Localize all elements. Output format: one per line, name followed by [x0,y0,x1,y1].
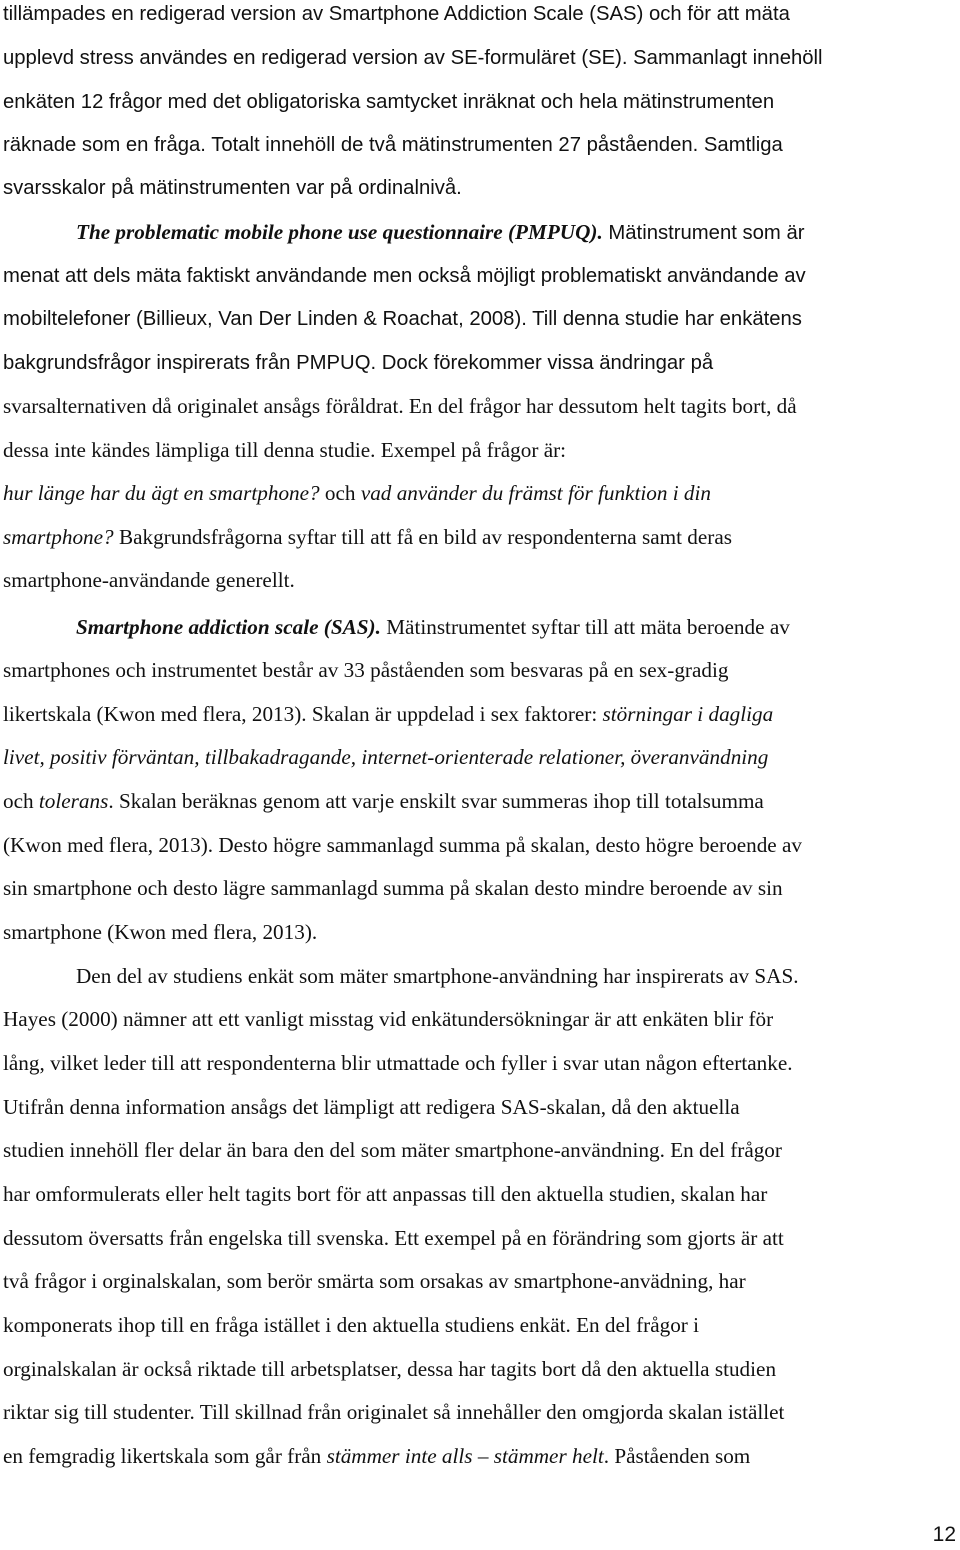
italic-text: störningar i dagliga [602,702,774,726]
line-text: likertskala (Kwon med flera, 2013). Skalan är uppdelad i sex faktorer: [3,702,603,726]
text-line [3,566,295,594]
line-text: enkäten 12 frågor med det obligatoriska samtycket inräknat och hela mätinstrumenten [3,91,775,113]
text-line [3,392,797,420]
line-text: Bakgrundsfrågorna syftar till att få en bild av respondenterna samt deras [113,525,733,549]
text-line [3,1049,793,1077]
text-line [3,88,774,116]
text-line [3,1136,782,1164]
line-text: Mätinstrument som är [602,222,805,244]
text-line [3,1005,773,1033]
line-text: menat att dels mäta faktiskt användande men också möjligt problematiskt användande av [3,265,806,287]
line-text: riktar sig till studenter. Till skillnad från originalet så innehåller den omgjorda skalan istället [3,1400,785,1424]
text-line [3,787,764,815]
text-line [76,613,790,641]
line-text: sin smartphone och desto lägre sammanlagd summa på skalan desto mindre beroende av sin [3,876,783,900]
italic-text: livet, positiv förväntan, tillbakadragande, internet-orienterade relationer, överanvändning [3,745,769,769]
italic-text: tolerans [38,789,109,813]
text-line [3,349,713,377]
line-text: komponerats ihop till en fråga istället i den aktuella studiens enkät. En del frågor i [3,1313,700,1337]
line-text: och [319,481,361,505]
text-line [3,131,783,159]
text-line [76,218,805,247]
line-text: dessa inte kändes lämpliga till denna studie. Exempel på frågor är: [3,438,567,462]
text-line [3,1355,776,1383]
line-text: lång, vilket leder till att respondenterna blir utmattade och fyller i svar utan någon eftertanke. [3,1051,793,1075]
text-line [3,174,462,202]
text-line [3,1398,784,1426]
text-line [3,0,790,28]
text-line [3,523,732,551]
line-text: två frågor i orginalskalan, som berör smärta som orsakas av smartphone-anvädning, har [3,1269,746,1293]
line-text: Den del av studiens enkät som mäter smartphone-användning har inspirerats av SAS. [76,964,799,988]
text-line [3,918,317,946]
line-text: smartphones och instrumentet består av 33 påståenden som besvaras på en sex-gradig [3,658,729,682]
text-line [3,479,711,507]
text-line [3,1442,750,1470]
line-text: räknade som en fråga. Totalt innehöll de två mätinstrumenten 27 påståenden. Samtliga [3,134,783,156]
italic-text: vad använder du främst för funktion i din [360,481,711,505]
line-text: bakgrundsfrågor inspirerats från PMPUQ. Dock förekommer vissa ändringar på [3,352,714,374]
text-line [3,436,566,464]
line-text: smartphone (Kwon med flera, 2013). [3,920,318,944]
line-text: upplevd stress användes en redigerad version av SE-formuläret (SE). Sammanlagt innehöll [3,47,823,69]
line-text: . Skalan beräknas genom att varje enskilt svar summeras ihop till totalsumma [108,789,764,813]
line-text: och [3,789,39,813]
line-text: . Påståenden som [603,1444,751,1468]
italic-text: hur länge har du ägt en smartphone? [3,481,320,505]
line-text: orginalskalan är också riktade till arbetsplatser, dessa har tagits bort då den aktuella studien [3,1357,777,1381]
text-line [3,743,768,771]
text-line [3,1093,740,1121]
text-line [3,874,783,902]
italic-text: smartphone? [3,525,114,549]
line-text: (Kwon med flera, 2013). Desto högre sammanlagd summa på skalan, desto högre beroende av [3,833,803,857]
text-line [3,305,802,333]
line-text: tillämpades en redigerad version av Smartphone Addiction Scale (SAS) och för att mäta [3,3,790,25]
text-line [3,700,773,728]
text-line [3,1311,699,1339]
line-text: smartphone-användande generellt. [3,568,295,592]
line-text: svarsskalor på mätinstrumenten var på ordinalnivå. [3,177,462,199]
text-line [3,44,823,72]
text-line [3,1267,746,1295]
line-text: studien innehöll fler delar än bara den del som mäter smartphone-användning. En del frågor [3,1138,782,1162]
line-text: dessutom översatts från engelska till svenska. Ett exempel på en förändring som gjorts är att [3,1226,784,1250]
text-line [3,1224,784,1252]
line-text: Hayes (2000) nämner att ett vanligt misstag vid enkätundersökningar är att enkäten blir för [3,1007,774,1031]
text-line [3,262,806,290]
text-line [3,656,728,684]
line-text: en femgradig likertskala som går från [3,1444,327,1468]
text-line [76,962,799,990]
text-line [3,831,802,859]
text-line [3,1180,767,1208]
line-text: mobiltelefoner (Billieux, Van Der Linden & Roachat, 2008). Till denna studie har enkätens [3,308,802,330]
page-number: 12 [932,1523,956,1546]
italic-text: stämmer inte alls – stämmer helt [326,1444,604,1468]
line-text: svarsalternativen då originalet ansågs föråldrat. En del frågor har dessutom helt tagits bort, då [3,394,797,418]
line-text: Mätinstrumentet syftar till att mäta beroende av [380,615,790,639]
section-heading-pmpuq: The problematic mobile phone use questionnaire (PMPUQ). [76,220,603,244]
line-text: Utifrån denna information ansågs det lämpligt att redigera SAS-skalan, då den aktuella [3,1095,740,1119]
line-text: har omformulerats eller helt tagits bort för att anpassas till den aktuella studien, skalan har [3,1182,768,1206]
section-heading-sas: Smartphone addiction scale (SAS). [76,615,381,639]
